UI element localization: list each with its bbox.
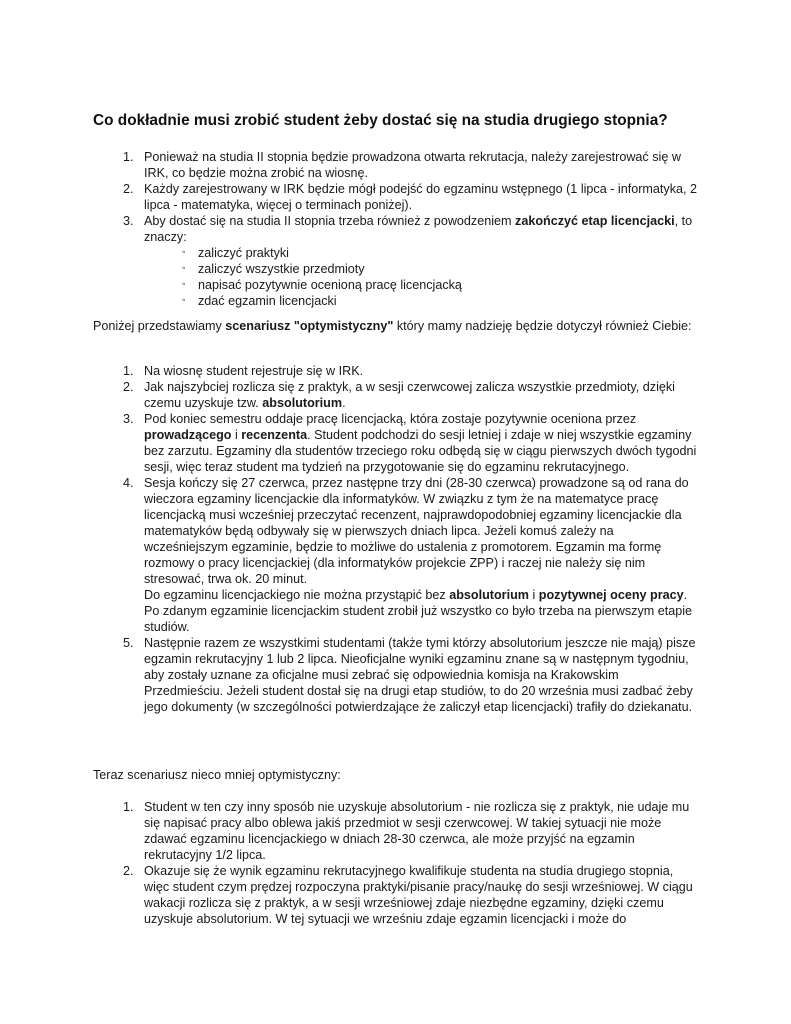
page-title: Co dokładnie musi zrobić student żeby dostać się na studia drugiego stopnia? (93, 112, 668, 129)
list-item: 2. Okazuje się że wynik egzaminu rekrutacyjnego kwalifikuje studenta na studia drugiego stopnia, więc student czym prędzej rozpoczyna praktyki/pisanie pracy/naukę do sesji wrześniowej. W ciągu wakacji rozlicza się z praktyk, a w sesji wrześniowej zdaje niezbędne egzaminy, dzięki czemu uzyskuje absolutorium. W tej sytuacji we wrześniu zdaje egzamin licencjacki i może do (123, 864, 693, 926)
list-item: 4. Sesja kończy się 27 czerwca, przez następne trzy dni (28-30 czerwca) prowadzone są od rana do wieczora egzaminy licencjackie dla informatyków. W związku z tym że na matematyce pracę licencjacką musi wcześniej przeczytać recenzent, najprawdopodobniej egzaminy licencjackie dla matematyków będą odbywały się w pierwszych dniach lipca. Jeżeli komuś zależy na wcześniejszym egzaminie, będzie to możliwe do ustalenia z promotorem. Egzamin ma formę rozmowy o pracy licencjackiej (dla informatyków projekcie ZPP) i raczej nie należy się nim stresować, trwa ok. 20 minut. Do egzaminu licencjackiego nie można przystąpić bez absolutorium i pozytywnej oceny pracy. Po zdanym egzaminie licencjackim student zrobił już wszystko co było trzeba na pierwszym etapie studiów. (123, 476, 693, 634)
bold-text: scenariusz "optymistyczny" (225, 319, 394, 333)
bold-text: pozytywnej oceny pracy (538, 588, 684, 602)
hollow-bullet-icon: ◦ (182, 263, 186, 274)
bold-text: absolutorium (262, 396, 343, 410)
list-text: Ponieważ na studia II stopnia będzie prowadzona otwarta rekrutacja, należy zarejestrować się w IRK, co będzie można zrobić na wiosnę. (144, 150, 681, 180)
list-item: 3. Pod koniec semestru oddaje pracę licencjacką, która zostaje pozytywnie oceniona przez prowadzącego i recenzenta. Student podchodzi do sesji letniej i zdaje w niej wszystkie egzaminy bez zarzutu. Egzaminy dla studentów trzeciego roku odbędą się w ciągu pierwszych dwóch tygodni sesji, więc teraz student ma tydzień na przygotowanie się do egzaminu rekrutacyjnego. (123, 412, 697, 474)
list-number: 4. (123, 476, 134, 490)
hollow-bullet-icon: ◦ (182, 247, 186, 258)
list-number: 3. (123, 412, 134, 426)
less-optimistic-scenario-list (93, 799, 697, 927)
bold-text: absolutorium (449, 588, 529, 602)
list-item (93, 181, 697, 213)
hollow-bullet-icon: ◦ (182, 295, 186, 306)
bold-text: prowadzącego (144, 428, 232, 442)
sub-list-item: ◦ zaliczyć wszystkie przedmioty (182, 262, 365, 276)
list-number: 2. (123, 864, 134, 878)
intro-less-optimistic: Teraz scenariusz nieco mniej optymistyczny: (93, 768, 341, 782)
list-number: 2. (123, 182, 134, 196)
list-text: Aby dostać się na studia II stopnia trzeba również z powodzeniem (144, 214, 516, 228)
list-number: 1. (123, 800, 134, 814)
sub-list-item: ◦ zaliczyć praktyki (182, 246, 289, 260)
optimistic-scenario-list (93, 363, 697, 715)
list-number: 2. (123, 380, 134, 394)
list-number: 1. (123, 150, 134, 164)
list-item (93, 213, 697, 245)
intro-optimistic: Poniżej przedstawiamy scenariusz "optymistyczny" który mamy nadzieję będzie dotyczył również Ciebie: (93, 319, 692, 333)
list-item (93, 149, 697, 181)
bold-text: zakończyć etap licencjacki (515, 214, 675, 228)
list-item: 5. Następnie razem ze wszystkimi studentami (także tymi którzy absolutorium jeszcze nie mają) pisze egzamin rekrutacyjny 1 lub 2 lipca. Nieoficjalne wyniki egzaminu znane są w następnym tygodniu, aby zostały uznane za oficjalne musi zebrać się odpowiednia komisja na Krakowskim Przedmieściu. Jeżeli student dostał się na drugi etap studiów, to do 20 września musi zadbać żeby jego dokumenty (w szczególności potwierdzające że zaliczył etap licencjacki) trafiły do dziekanatu. (123, 636, 696, 714)
list-number: 5. (123, 636, 134, 650)
list-item: 1. Student w ten czy inny sposób nie uzyskuje absolutorium - nie rozlicza się z praktyk, nie udaje mu się napisać pracy albo oblewa jakiś przedmiot w sesji czerwcowej. W takiej sytuacji nie może zdawać egzaminu licencjackiego w dniach 28-30 czerwca, ale może przyjść na egzamin rekrutacyjny 1/2 lipca. (123, 800, 690, 862)
hollow-bullet-icon: ◦ (182, 279, 186, 290)
sub-list-item: ◦ napisać pozytywnie ocenioną pracę licencjacką (182, 278, 462, 292)
list-text: , to znaczy: (144, 214, 693, 244)
list-number: 1. (123, 364, 134, 378)
bold-text: recenzenta (241, 428, 308, 442)
requirements-list (93, 149, 697, 309)
sub-list-item: ◦ zdać egzamin licencjacki (182, 294, 337, 308)
list-text: Każdy zarejestrowany w IRK będzie mógł podejść do egzaminu wstępnego (1 lipca - informatyka, 2 lipca - matematyka, więcej o terminach poniżej). (144, 182, 697, 212)
list-number: 3. (123, 214, 134, 228)
list-item: 2. Jak najszybciej rozlicza się z praktyk, a w sesji czerwcowej zalicza wszystkie przedmioty, dzięki czemu uzyskuje tzw. absolutorium. (123, 380, 675, 410)
list-item: 1. Na wiosnę student rejestruje się w IRK. (123, 364, 364, 378)
sub-list (93, 245, 697, 309)
